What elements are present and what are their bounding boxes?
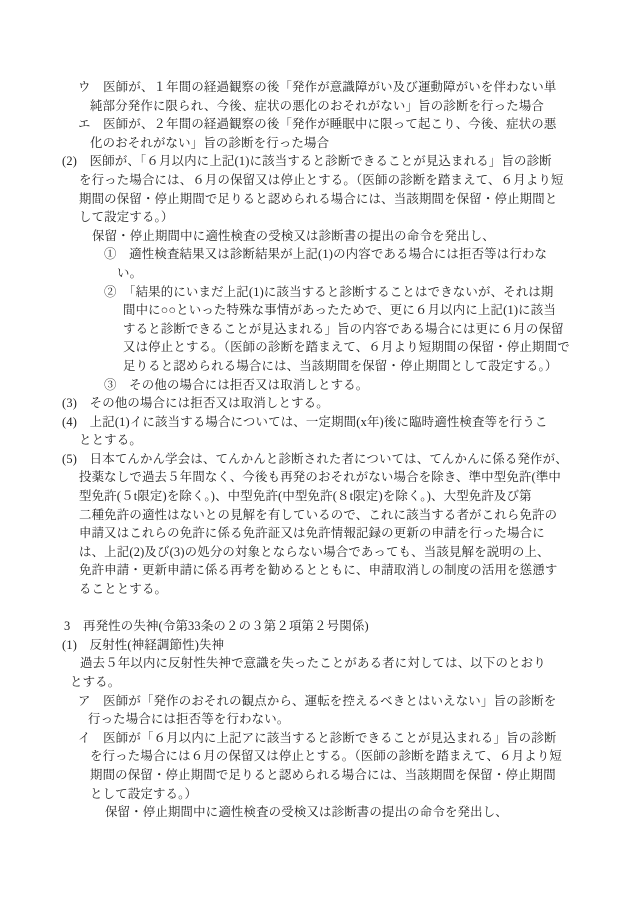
text-line: は、上記(2)及び(3)の処分の対象とならない場合であっても、当該見解を説明の上、 [79, 544, 550, 559]
item-circled-1 [0, 245, 630, 282]
text-line: 投薬なしで過去５年間なく、今後も再発のおそれがない場合を除き、準中型免許(準中 [79, 470, 562, 485]
item-katakana-i [0, 729, 630, 803]
text-line: エ 医師が、２年間の経過観察の後「発作が睡眠中に限って起こり、今後、症状の悪 [78, 117, 557, 132]
item-paren-5 [0, 450, 630, 599]
text-line: 足りると認められる場合には、当該期間を保留・停止期間として設定する。） [123, 358, 558, 373]
item-katakana-u [0, 78, 630, 115]
text-line: 免許申請・更新申請に係る再考を勧めるとともに、申請取消しの制度の活用を慫慂す [79, 563, 558, 578]
text-line: ることとする。 [79, 582, 168, 597]
intro-paragraph-syncope [0, 654, 630, 691]
text-line: 型免許(５t限定)を除く。)、中型免許(中型免許(８t限定)を除く。)、大型免許及び第 [79, 489, 532, 504]
text-line: (1) 反射性(神経調節性)失神 [62, 637, 225, 652]
hanging-note-command [0, 227, 630, 246]
text-line: 過去５年以内に反射性失神で意識を失ったことがある者に対しては、以下のとおり [80, 656, 546, 671]
text-line: 保留・停止期間中に適性検査の受検又は診断書の提出の命令を発出し、 [92, 228, 495, 243]
text-line: 間中に○○といった特殊な事情があったためで、更に６月以内に上記(1)に該当 [123, 303, 556, 318]
item-paren-3 [0, 394, 630, 413]
item-katakana-e [0, 115, 630, 152]
hanging-note-command-2 [0, 803, 630, 822]
item-paren-1-reflex-syncope [0, 636, 630, 655]
text-line: を行った場合には６月の保留又は停止とする。（医師の診断を踏まえて、６月より短 [90, 749, 562, 764]
text-line: (2) 医師が、「６月以内に上記(1)に該当すると診断できることが見込まれる」旨の診断 [62, 154, 552, 169]
text-line: とする。 [70, 675, 121, 689]
text-line: ととする。 [79, 433, 142, 448]
text-line: 化のおそれがない」旨の診断を行った場合 [90, 135, 330, 150]
text-line: を行った場合には、６月の保留又は停止とする。（医師の診断を踏まえて、６月より短 [79, 172, 564, 187]
text-line: 純部分発作に限られ、今後、症状の悪化のおそれがない」旨の診断を行った場合 [90, 98, 545, 113]
text-line: 二種免許の適性はないとの見解を有しているので、これに該当する者がこれら免許の [79, 507, 558, 522]
text-line: い。 [117, 265, 143, 280]
item-paren-2 [0, 152, 630, 226]
text-line: (5) 日本てんかん学会は、てんかんと診断された者については、てんかんに係る発作が、 [62, 451, 568, 466]
text-line: ② 「結果的にいまだ上記(1)に該当すると診断することはできないが、それは期 [104, 284, 554, 299]
text-line: すると診断できることが見込まれる」旨の内容である場合には更に６月の保留 [123, 321, 564, 336]
item-circled-3 [0, 376, 630, 395]
item-circled-2 [0, 283, 630, 376]
section-3-heading [0, 617, 630, 636]
text-line: (4) 上記(1)イに該当する場合については、一定期間(x年)後に臨時適性検査等を行うこ [62, 414, 548, 429]
text-line: ③ その他の場合には拒否又は取消しとする。 [104, 377, 369, 392]
text-line: 行った場合には拒否等を行わない。 [88, 712, 290, 727]
item-katakana-a [0, 692, 630, 729]
text-line: ウ 医師が、１年間の経過観察の後「発作が意識障がい及び運動障がいを伴わない単 [78, 80, 557, 94]
text-line: ① 適性検査結果又は診断結果が上記(1)の内容である場合には拒否等は行わな [104, 247, 548, 262]
text-line: (3) その他の場合には拒否又は取消しとする。 [62, 396, 329, 411]
text-line: 又は停止とする。（医師の診断を踏まえて、６月より短期間の保留・停止期間で [123, 340, 570, 355]
text-line: イ 医師が「６月以内に上記アに該当すると診断できることが見込まれる」旨の診断 [78, 730, 557, 745]
text-line: 期間の保留・停止期間で足りると認められる場合には、当該期間を保留・停止期間と [79, 191, 558, 206]
text-line: として設定する。） [90, 786, 198, 801]
text-line: 申請又はこれらの免許に係る免許証又は免許情報記録の更新の申請を行った場合に [79, 526, 545, 541]
text-line: 期間の保留・停止期間で足りると認められる場合には、当該期間を保留・停止期間 [90, 767, 556, 782]
text-line: 保留・停止期間中に適性検査の受検又は診断書の提出の命令を発出し、 [105, 805, 508, 820]
text-line: して設定する。） [79, 210, 174, 225]
item-paren-4 [0, 413, 630, 450]
text-line: ア 医師が「発作のおそれの観点から、運転を控えるべきとはいえない」旨の診断を [78, 693, 557, 708]
text-line: 3 再発性の失神(令第33条の２の３第２項第２号関係) [64, 619, 369, 634]
